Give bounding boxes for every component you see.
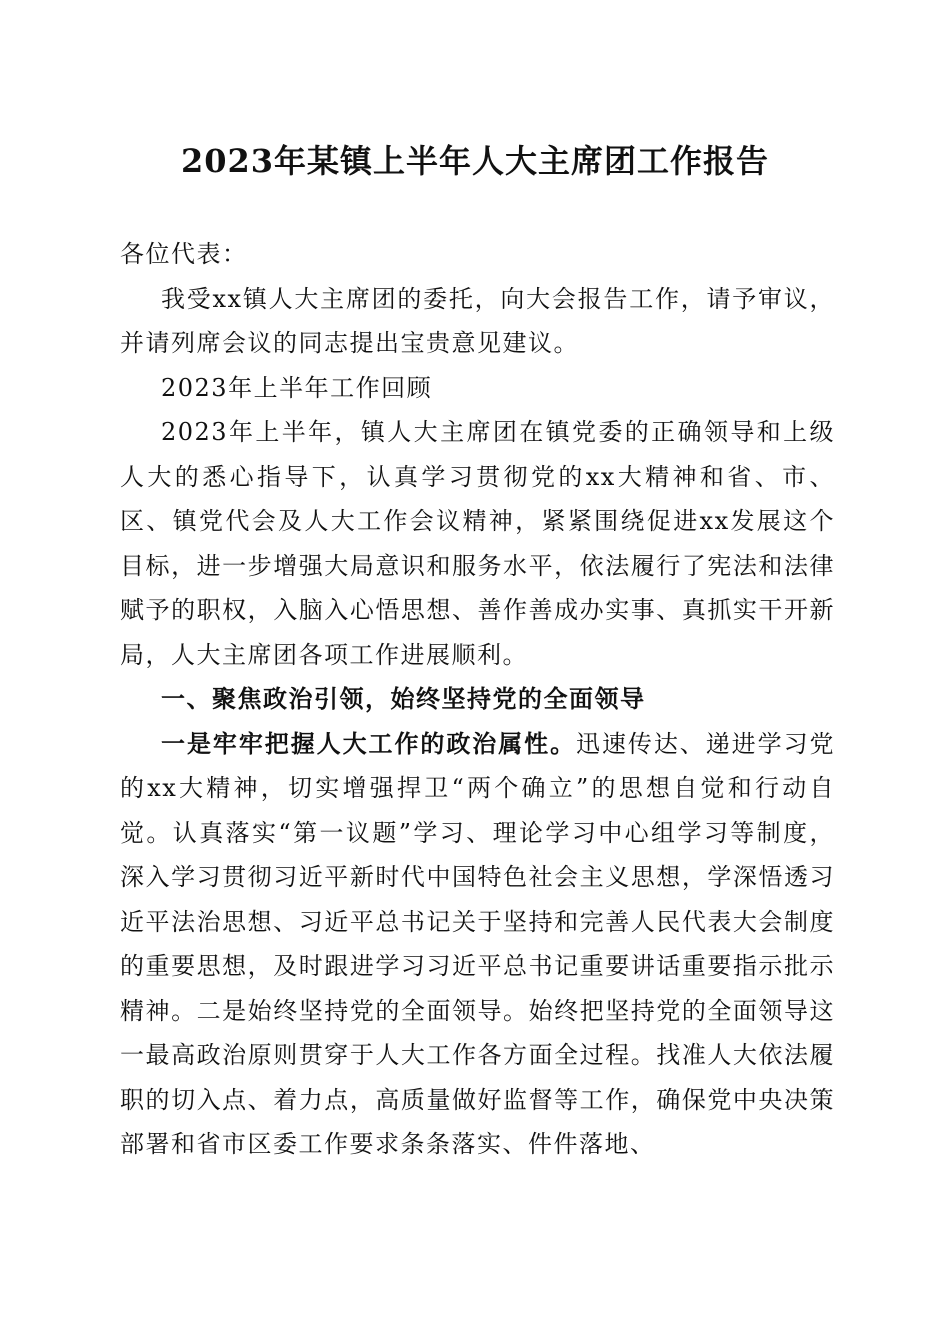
intro-paragraph: 我受xx镇人大主席团的委托，向大会报告工作，请予审议，并请列席会议的同志提出宝贵意见建议。 xyxy=(120,284,835,357)
section-lead: 一是牢牢把握人大工作的政治属性。 xyxy=(161,728,577,758)
section-body: 迅速传达、递进学习党的xx大精神，切实增强捍卫“两个确立”的思想自觉和行动自觉。认真落实“第一议题”学习、理论学习中心组学习等制度，深入学习贯彻习近平新时代中国特色社会主义思想，学深悟透习近平法治思想、习近平总书记关于坚持和完善人民代表大会制度的重要思想，及时跟进学习习近平总书记重要讲话重要指示批示精神。二是始终坚持党的全面领导。始终把坚持党的全面领导这一最高政治原则贯穿于人大工作各方面全过程。找准人大依法履职的切入点、着力点，高质量做好监督等工作，确保党中央决策部署和省市区委工作要求条条落实、件件落地、 xyxy=(120,729,836,1158)
review-title: 2023年上半年工作回顾 xyxy=(161,373,433,402)
review-paragraph: 2023年上半年，镇人大主席团在镇党委的正确领导和上级人大的悉心指导下，认真学习贯彻党的xx大精神和省、市、区、镇党代会及人大工作会议精神，紧紧围绕促进xx发展这个目标，进一步增强大局意识和服务水平，依法履行了宪法和法律赋予的职权，入脑入心悟思想、善作善成办实事、真抓实干开新局，人大主席团各项工作进展顺利。 xyxy=(120,418,835,669)
document-title: 2023年某镇上半年人大主席团工作报告 xyxy=(180,142,770,180)
document-body xyxy=(120,232,835,1167)
salutation: 各位代表： xyxy=(120,240,248,268)
section-paragraph xyxy=(120,722,835,1167)
section-heading: 一、聚焦政治引领，始终坚持党的全面领导 xyxy=(161,685,646,713)
